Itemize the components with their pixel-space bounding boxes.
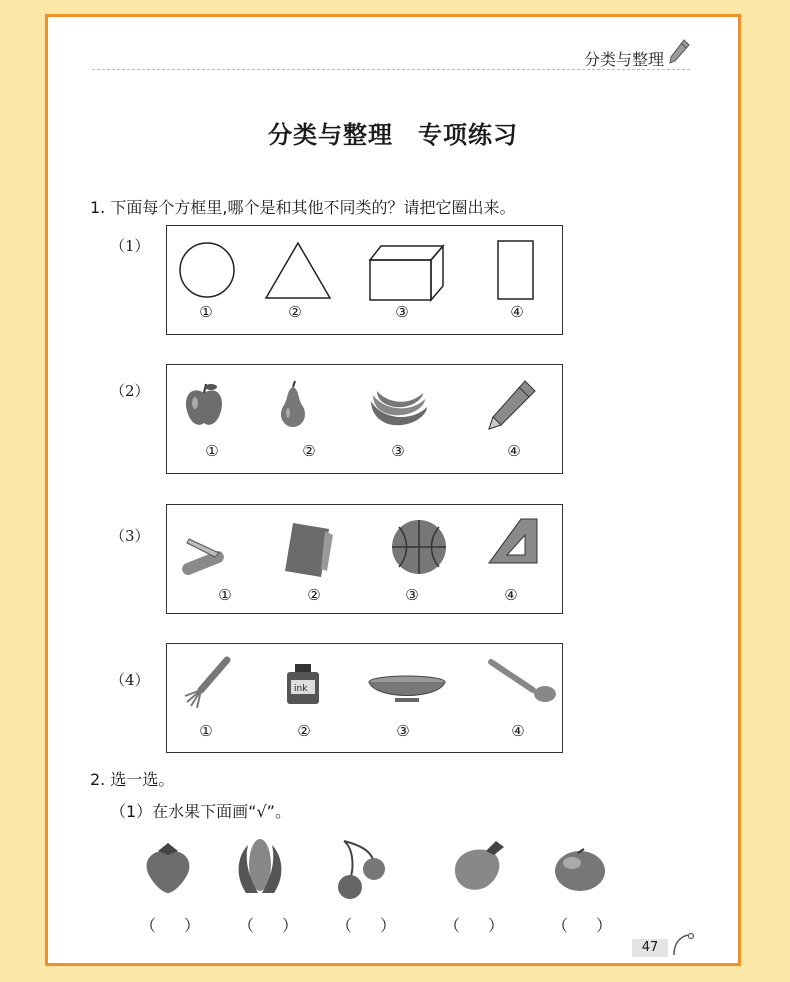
option-number: ④ bbox=[511, 722, 525, 740]
option-number: ② bbox=[307, 586, 321, 604]
group-1-box bbox=[166, 225, 563, 335]
paren-open: （ bbox=[238, 916, 255, 935]
paren-close: ） bbox=[487, 916, 504, 935]
answer-parentheses-5[interactable] bbox=[552, 913, 612, 936]
swirl-icon bbox=[670, 931, 696, 957]
paren-close: ） bbox=[281, 916, 298, 935]
spoon-icon[interactable] bbox=[487, 658, 559, 704]
pocket-knife-icon[interactable] bbox=[179, 531, 229, 577]
pencil-item-icon[interactable] bbox=[485, 377, 541, 433]
paren-open: （ bbox=[444, 916, 461, 935]
cuboid-shape[interactable] bbox=[367, 242, 447, 302]
basketball-icon[interactable] bbox=[389, 517, 449, 577]
banana-icon[interactable] bbox=[367, 385, 431, 429]
group-1-label: （1） bbox=[110, 237, 150, 255]
option-number: ③ bbox=[395, 303, 409, 321]
paren-open: （ bbox=[140, 916, 157, 935]
paren-open: （ bbox=[552, 916, 569, 935]
answer-parentheses-4[interactable] bbox=[444, 913, 504, 936]
answer-parentheses-3[interactable] bbox=[336, 913, 396, 936]
apple-icon[interactable] bbox=[181, 381, 227, 429]
option-number: ④ bbox=[510, 303, 524, 321]
option-number: ① bbox=[218, 586, 232, 604]
group-3-box bbox=[166, 504, 563, 614]
option-number: ① bbox=[199, 722, 213, 740]
option-number: ③ bbox=[396, 722, 410, 740]
paren-open: （ bbox=[336, 916, 353, 935]
nectarine-icon[interactable] bbox=[552, 847, 608, 893]
page-title: 分类与整理 专项练习 bbox=[268, 120, 518, 149]
triangle-shape[interactable] bbox=[263, 240, 333, 302]
page-number: 47 bbox=[632, 939, 668, 957]
group-2-box bbox=[166, 364, 563, 474]
mango-icon[interactable] bbox=[446, 837, 508, 895]
question-2-prompt: 2. 选一选。 bbox=[90, 770, 175, 789]
ink-label: ink bbox=[294, 684, 308, 694]
corn-icon[interactable] bbox=[232, 835, 288, 897]
paren-close: ） bbox=[379, 916, 396, 935]
strawberry-icon[interactable] bbox=[140, 839, 196, 895]
paren-close: ） bbox=[595, 916, 612, 935]
option-number: ④ bbox=[504, 586, 518, 604]
option-number: ② bbox=[288, 303, 302, 321]
question-1-prompt: 1. 下面每个方框里,哪个是和其他不同类的？请把它圈出来。 bbox=[90, 198, 516, 217]
folder-icon[interactable] bbox=[281, 519, 337, 579]
pear-icon[interactable] bbox=[275, 379, 311, 429]
group-2-label: （2） bbox=[110, 382, 150, 400]
header-divider bbox=[92, 69, 690, 70]
circle-shape[interactable] bbox=[177, 240, 237, 300]
cherry-icon[interactable] bbox=[334, 839, 392, 901]
answer-parentheses-1[interactable] bbox=[140, 913, 200, 936]
worksheet-page bbox=[45, 14, 741, 966]
option-number: ③ bbox=[405, 586, 419, 604]
bowl-icon[interactable] bbox=[367, 674, 447, 708]
option-number: ④ bbox=[507, 442, 521, 460]
question-2-sub-prompt: （1）在水果下面画“√”。 bbox=[110, 802, 291, 821]
ink-bottle-icon[interactable] bbox=[283, 662, 323, 708]
option-number: ② bbox=[302, 442, 316, 460]
option-number: ③ bbox=[391, 442, 405, 460]
group-4-box bbox=[166, 643, 563, 753]
fork-icon[interactable] bbox=[179, 656, 235, 710]
paren-close: ） bbox=[183, 916, 200, 935]
option-number: ① bbox=[199, 303, 213, 321]
option-number: ② bbox=[297, 722, 311, 740]
group-4-label: （4） bbox=[110, 671, 150, 689]
rectangle-shape[interactable] bbox=[495, 238, 537, 302]
option-number: ① bbox=[205, 442, 219, 460]
group-3-label: （3） bbox=[110, 527, 150, 545]
header-title: 分类与整理 bbox=[583, 50, 664, 69]
pencil-icon bbox=[668, 39, 690, 65]
set-square-icon[interactable] bbox=[485, 517, 541, 567]
answer-parentheses-2[interactable] bbox=[238, 913, 298, 936]
